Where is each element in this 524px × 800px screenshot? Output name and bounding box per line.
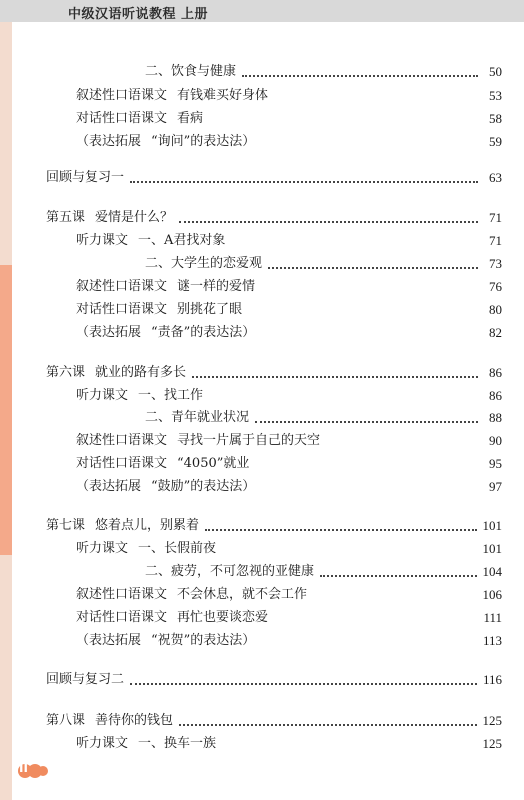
- toc-entry-kind: 对话性口语课文: [76, 302, 168, 317]
- toc-entry-kind: 第八课: [46, 713, 86, 728]
- dot-leader: [242, 74, 478, 77]
- toc-entry-kind: 听力课文: [76, 541, 129, 556]
- toc-entry-kind: 叙述性口语课文: [76, 587, 168, 602]
- toc-entry[interactable]: [145, 60, 502, 80]
- dot-leader: [130, 180, 478, 183]
- toc-entry-kind: 第五课: [46, 210, 86, 225]
- toc-entry-kind: （表达拓展: [76, 479, 142, 494]
- toc-entry[interactable]: [145, 560, 502, 580]
- toc-entry-kind: 对话性口语课文: [76, 111, 168, 126]
- toc-entry-title: 善待你的钱包: [95, 713, 174, 728]
- toc-entry[interactable]: [46, 361, 502, 381]
- toc-entry[interactable]: [76, 537, 502, 557]
- toc-entry-title: 一、找工作: [138, 388, 204, 403]
- toc-entry-kind: 对话性口语课文: [76, 610, 168, 625]
- toc-entry-kind: 听力课文: [76, 233, 129, 248]
- dot-leader: [255, 420, 478, 423]
- toc-entry-kind: 叙述性口语课文: [76, 88, 168, 103]
- page-number: II: [19, 761, 28, 775]
- dot-leader: [130, 682, 477, 685]
- toc-entry[interactable]: [145, 252, 502, 272]
- toc-entry[interactable]: [76, 429, 502, 449]
- toc-entry-title: 爱情是什么？: [95, 210, 174, 225]
- toc-entry[interactable]: [76, 583, 502, 603]
- toc-entry[interactable]: [76, 606, 502, 626]
- toc-entry-page: 82: [489, 325, 502, 340]
- toc-entry-page: 50: [489, 64, 502, 79]
- toc-entry-title: 回顾与复习二: [46, 672, 125, 687]
- toc-entry-title: 有钱难买好身体: [177, 88, 269, 103]
- toc-entry[interactable]: [76, 475, 502, 495]
- book-title: 中级汉语听说教程 上册: [68, 7, 209, 22]
- toc-entry[interactable]: [145, 406, 502, 426]
- toc-entry-kind: 叙述性口语课文: [76, 433, 168, 448]
- toc-entry-page: 71: [489, 210, 502, 225]
- toc-entry-page: 90: [489, 433, 502, 448]
- toc-entry[interactable]: [76, 130, 502, 150]
- toc-entry-page: 113: [482, 633, 502, 648]
- toc-entry-page: 73: [489, 256, 502, 271]
- toc-entry-kind: （表达拓展: [76, 134, 142, 149]
- toc-entry-kind: 听力课文: [76, 736, 129, 751]
- toc-entry-page: 106: [482, 587, 502, 602]
- toc-entry-kind: （表达拓展: [76, 633, 142, 648]
- toc-entry-title: “鼓励”的表达法）: [151, 479, 256, 494]
- toc-entry-title: 不会休息，就不会工作: [177, 587, 308, 602]
- toc-entry-title: 再忙也要谈恋爱: [177, 610, 269, 625]
- toc-entry[interactable]: [46, 206, 502, 226]
- dot-leader: [179, 220, 478, 223]
- toc-entry-page: 125: [482, 713, 502, 728]
- toc-entry-title: 就业的路有多长: [95, 365, 187, 380]
- toc-entry[interactable]: [46, 668, 502, 688]
- toc-entry-page: 86: [489, 388, 502, 403]
- toc-entry-page: 116: [482, 672, 502, 687]
- toc-entry-title: 回顾与复习一: [46, 170, 125, 185]
- toc-entry-title: 二、大学生的恋爱观: [145, 256, 263, 271]
- toc-entry[interactable]: [76, 84, 502, 104]
- toc-entry-page: 104: [482, 564, 502, 579]
- toc-entry[interactable]: [46, 166, 502, 186]
- toc-entry-title: 悠着点儿，别累着: [95, 518, 200, 533]
- toc-entry[interactable]: [76, 384, 502, 404]
- toc-entry-title: 谜一样的爱情: [177, 279, 256, 294]
- toc-entry-page: 58: [489, 111, 502, 126]
- toc-entry-page: 63: [489, 170, 502, 185]
- dot-leader: [320, 574, 476, 577]
- toc-entry-page: 76: [489, 279, 502, 294]
- toc-entry-kind: 第六课: [46, 365, 86, 380]
- toc-entry-page: 53: [489, 88, 502, 103]
- toc-entry-page: 80: [489, 302, 502, 317]
- toc-entry[interactable]: [76, 629, 502, 649]
- toc-entry-kind: 第七课: [46, 518, 86, 533]
- toc-entry-kind: 对话性口语课文: [76, 456, 168, 471]
- toc-entry[interactable]: [76, 107, 502, 127]
- toc-entry-kind: 听力课文: [76, 388, 129, 403]
- toc-entry[interactable]: [76, 275, 502, 295]
- toc-entry-page: 88: [489, 410, 502, 425]
- toc-entry-title: “4050”就业: [177, 456, 250, 471]
- toc-entry-title: 一、换车一族: [138, 736, 217, 751]
- toc-entry-page: 86: [489, 365, 502, 380]
- toc-entry-title: 二、饮食与健康: [145, 64, 237, 79]
- toc-entry-page: 97: [489, 479, 502, 494]
- toc-entry[interactable]: [76, 452, 502, 472]
- toc-entry-kind: （表达拓展: [76, 325, 142, 340]
- toc-entry-title: “责备”的表达法）: [151, 325, 256, 340]
- toc-entry-title: 别挑花了眼: [177, 302, 243, 317]
- toc-entry-page: 71: [489, 233, 502, 248]
- toc-entry[interactable]: [76, 229, 502, 249]
- dot-leader: [268, 266, 478, 269]
- toc-entry-title: “祝贺”的表达法）: [151, 633, 256, 648]
- toc-entry-title: “询问”的表达法）: [151, 134, 256, 149]
- toc-entry-page: 101: [482, 518, 502, 533]
- toc-entry[interactable]: [76, 732, 502, 752]
- toc-entry-kind: 叙述性口语课文: [76, 279, 168, 294]
- dot-leader: [205, 528, 476, 531]
- toc-entry[interactable]: [46, 709, 502, 729]
- toc-entry-page: 95: [489, 456, 502, 471]
- toc-entry[interactable]: [46, 514, 502, 534]
- toc-entry-page: 111: [483, 610, 502, 625]
- toc-entry[interactable]: [76, 321, 502, 341]
- toc-entry-title: 一、长假前夜: [138, 541, 217, 556]
- toc-entry-title: 二、疲劳，不可忽视的亚健康: [145, 564, 315, 579]
- toc-entry-title: 二、青年就业状况: [145, 410, 250, 425]
- toc-entry-title: 一、A君找对象: [138, 233, 226, 248]
- toc-entry-page: 125: [482, 736, 502, 751]
- dot-leader: [192, 375, 478, 378]
- toc-entry-page: 101: [482, 541, 502, 556]
- toc-entry[interactable]: [76, 298, 502, 318]
- toc-entry-title: 寻找一片属于自己的天空: [177, 433, 321, 448]
- toc-entry-title: 看病: [177, 111, 204, 126]
- toc-entry-page: 59: [489, 134, 502, 149]
- dot-leader: [179, 723, 476, 726]
